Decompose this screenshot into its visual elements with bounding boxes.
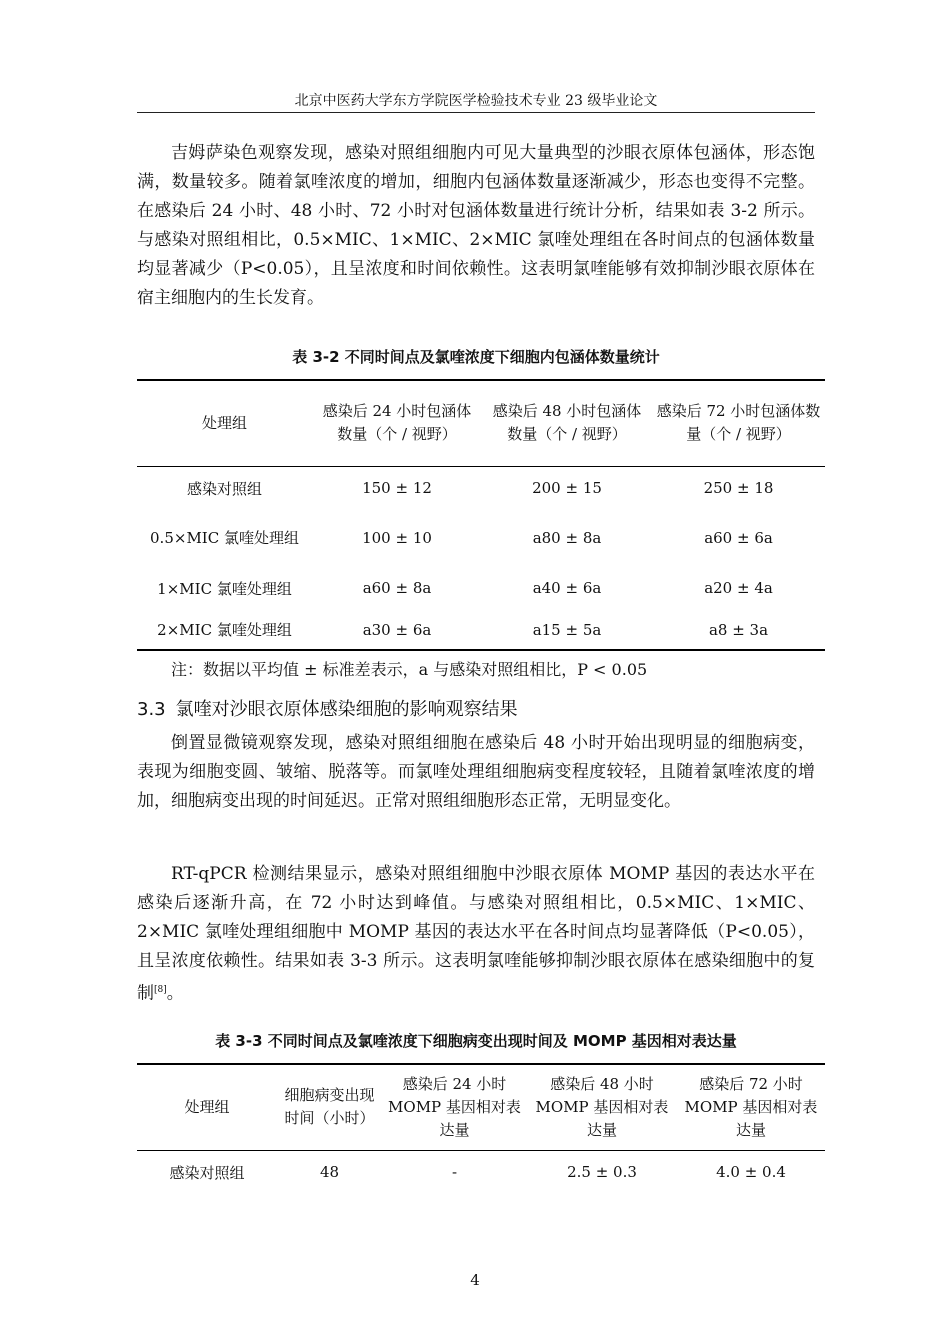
header-cell: 处理组 (184, 1097, 230, 1116)
table-cell: 4.0 ± 0.4 (716, 1163, 786, 1182)
table-row (137, 566, 825, 610)
table-header-row (137, 1064, 825, 1150)
table-3-3-caption: 表 3-3 不同时间点及氯喹浓度下细胞病变出现时间及 MOMP 基因相对表达量 (215, 1032, 737, 1050)
table-cell: a60 ± 6a (704, 529, 773, 547)
header-cell: 处理组 (201, 413, 247, 432)
paragraph-text: RT-qPCR 检测结果显示，感染对照组细胞中沙眼衣原体 MOMP 基因的表达水平在感染后逐渐升高，在 72 小时达到峰值。与感染对照组相比，0.5×MIC、1×MIC、2×MIC 氯喹处理组细胞中 MOMP 基因的表达水平在各时间点均显著降低（P<0.05），且呈浓度依赖性。结果如表 3-3 所示。这表明氯喹能够抑制沙眼衣原体在感染细胞中的复制 (137, 864, 815, 1004)
table-cell: a60 ± 8a (362, 579, 432, 597)
header-cell: 感染后 48 小时包涵体数量（个 / 视野） (492, 402, 642, 444)
header-cell: 感染后 72 小时包涵体数量（个 / 视野） (656, 402, 821, 444)
header-cell: 感染后 24 小时 MOMP 基因相对表达量 (388, 1074, 521, 1139)
table-cell: a30 ± 6a (362, 620, 432, 639)
citation: [8] (154, 985, 167, 995)
header-cell: 感染后 24 小时包涵体数量（个 / 视野） (322, 402, 472, 444)
table-3-2 (137, 379, 825, 651)
table-row (137, 510, 825, 566)
table-3-2-note: 注：数据以平均值 ± 标准差表示，a 与感染对照组相比，P < 0.05 (171, 660, 648, 679)
table-cell: 2.5 ± 0.3 (567, 1163, 637, 1182)
table-3-3 (137, 1063, 825, 1194)
table-row (137, 1150, 825, 1194)
header-cell: 细胞病变出现时间（小时） (284, 1086, 375, 1128)
table-cell: 200 ± 15 (532, 479, 602, 498)
table-cell: 0.5×MIC 氯喹处理组 (150, 528, 299, 547)
table-cell: 48 (319, 1163, 340, 1182)
section-number: 3.3 (137, 699, 166, 720)
table-cell: 1×MIC 氯喹处理组 (157, 579, 292, 598)
table-header-row (137, 380, 825, 466)
header-rule (137, 112, 815, 113)
section-title: 氯喹对沙眼衣原体感染细胞的影响观察结果 (175, 699, 518, 720)
table-cell: a8 ± 3a (708, 620, 769, 639)
table-cell: a80 ± 8a (532, 529, 602, 547)
table-cell: a20 ± 4a (704, 579, 773, 597)
table-cell: 感染对照组 (186, 479, 262, 498)
table-cell: 100 ± 10 (362, 529, 432, 547)
paragraph-microscopy: 倒置显微镜观察发现，感染对照组细胞在感染后 48 小时开始出现明显的细胞病变，表现为细胞变圆、皱缩、脱落等。而氯喹处理组细胞病变程度较轻，且随着氯喹浓度的增加，细胞病变出现的时间延迟。正常对照组细胞形态正常，无明显变化。 (137, 733, 815, 811)
header-cell: 感染后 48 小时 MOMP 基因相对表达量 (535, 1074, 669, 1139)
page-number: 4 (470, 1271, 480, 1289)
table-cell: 感染对照组 (169, 1163, 245, 1182)
paragraph-rtqpcr (137, 860, 815, 1009)
table-3-2-caption: 表 3-2 不同时间点及氯喹浓度下细胞内包涵体数量统计 (292, 348, 660, 366)
table-cell: - (451, 1163, 458, 1182)
table-row (137, 610, 825, 650)
section-heading (137, 698, 815, 722)
table-row (137, 466, 825, 510)
paragraph-giemsa: 吉姆萨染色观察发现，感染对照组细胞内可见大量典型的沙眼衣原体包涵体，形态饱满，数量较多。随着氯喹浓度的增加，细胞内包涵体数量逐渐减少，形态也变得不完整。在感染后 24 小时、48 小时、72 小时对包涵体数量进行统计分析，结果如表 3-2 所示。与感染对照组相比，0.5×MIC、1×MIC、2×MIC 氯喹处理组在各时间点的包涵体数量均显著减少（P<0.05），且呈浓度和时间依赖性。这表明氯喹能够有效抑制沙眼衣原体在宿主细胞内的生长发育。 (137, 143, 815, 308)
paragraph-end: 。 (166, 983, 184, 1004)
table-cell: 2×MIC 氯喹处理组 (157, 621, 292, 639)
running-header: 北京中医药大学东方学院医学检验技术专业 23 级毕业论文 (294, 93, 658, 109)
header-cell: 感染后 72 小时 MOMP 基因相对表达量 (684, 1074, 818, 1139)
table-cell: a15 ± 5a (532, 620, 602, 639)
table-cell: a40 ± 6a (532, 579, 602, 597)
table-cell: 150 ± 12 (362, 479, 432, 498)
table-cell: 250 ± 18 (703, 479, 774, 498)
